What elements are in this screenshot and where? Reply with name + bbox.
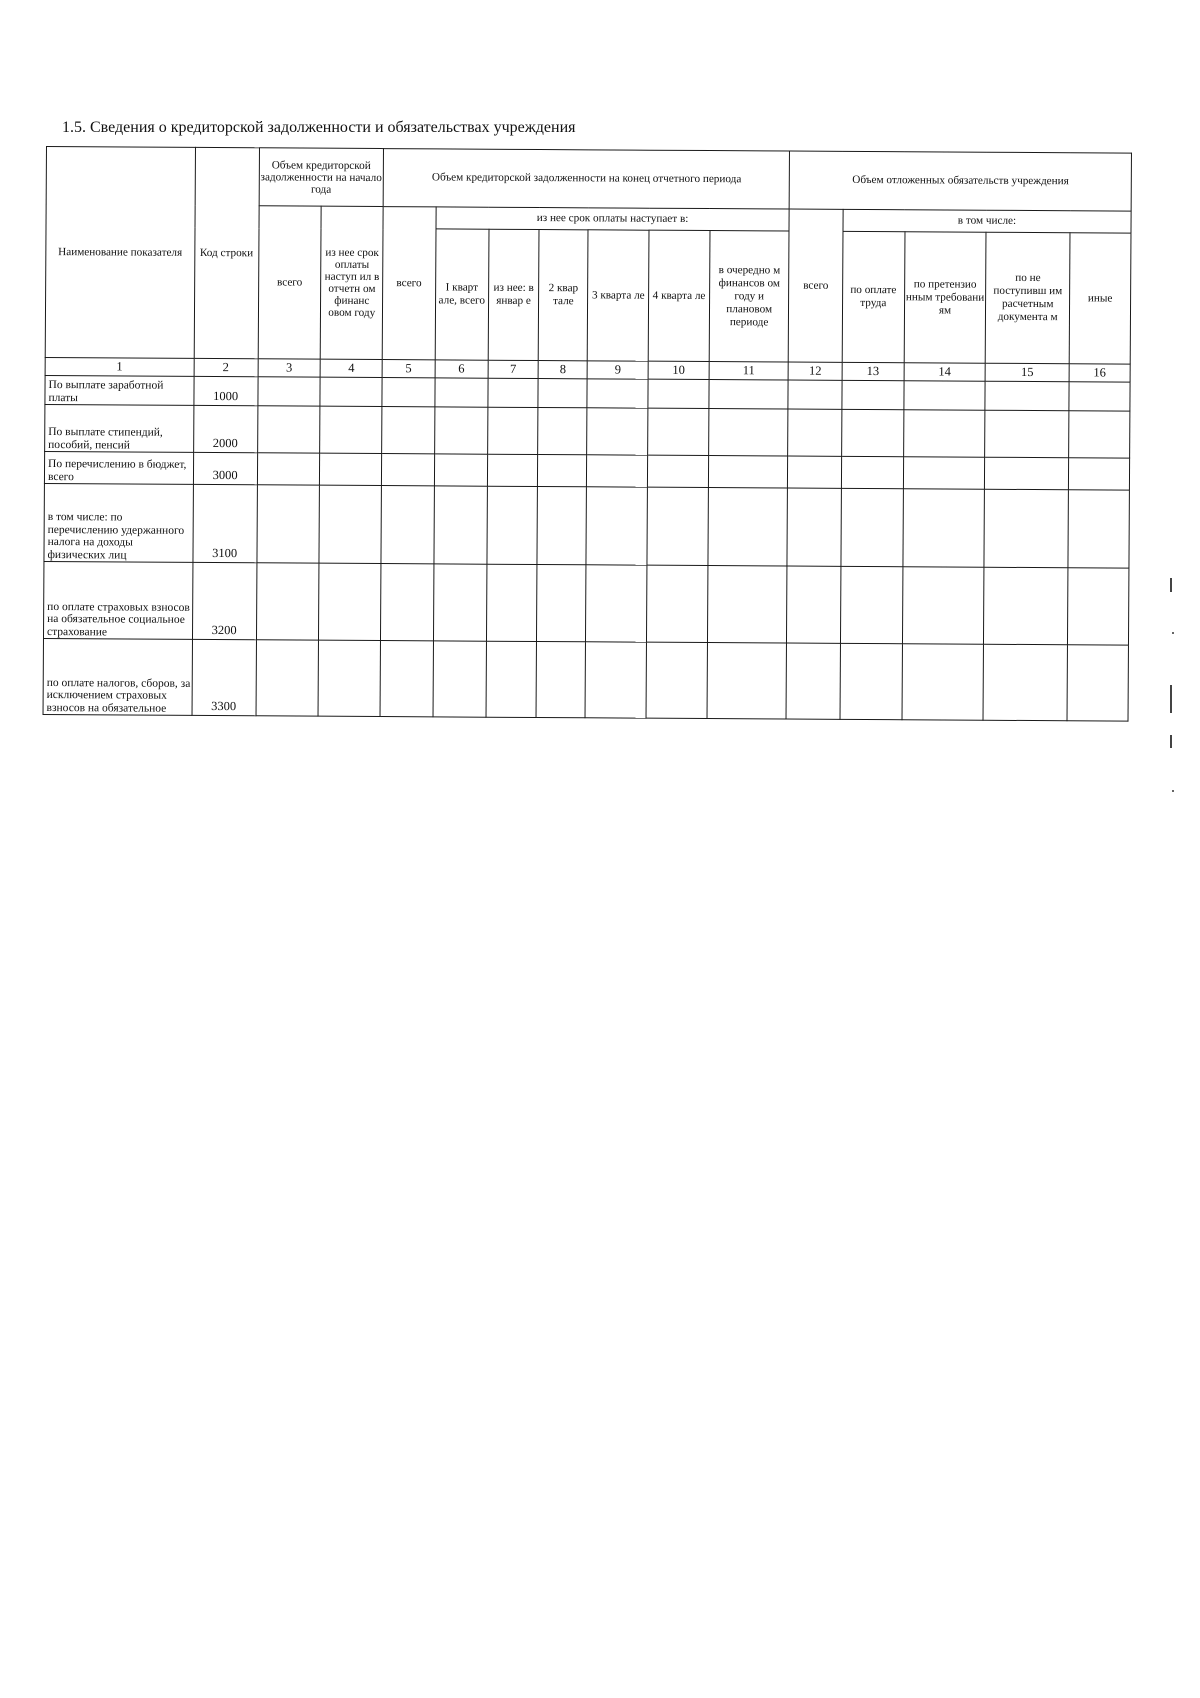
- header-q4: 4 кварта ле: [648, 230, 710, 361]
- column-number: 2: [194, 358, 258, 376]
- header-end-group: Объем кредиторской задолженности на конец отчетного периода: [383, 149, 790, 209]
- header-start-due: из нее срок оплаты наступ ил в отчетн ом финанс овом году: [321, 206, 384, 359]
- table-row: [45, 404, 1130, 458]
- table-row: [43, 638, 1128, 721]
- row-code: 3300: [192, 639, 256, 715]
- header-end-total: всего: [382, 207, 435, 360]
- header-name: Наименование показателя: [45, 147, 195, 359]
- row-name: По перечислению в бюджет, всего: [44, 451, 193, 484]
- column-number: 14: [904, 363, 986, 381]
- scan-mark: [1172, 632, 1174, 634]
- column-number: 16: [1069, 364, 1130, 382]
- header-code: Код строки: [194, 147, 259, 358]
- column-number: 10: [648, 361, 709, 379]
- column-number: 15: [985, 363, 1069, 382]
- column-number: 5: [382, 360, 434, 378]
- row-name: по оплате страховых взносов на обязательное социальное страхование: [43, 561, 192, 639]
- table-row: [43, 561, 1128, 645]
- header-other: иные: [1069, 233, 1131, 364]
- row-code: 3200: [192, 562, 256, 639]
- section-title: 1.5. Сведения о кредиторской задолженности и обязательствах учреждения: [62, 119, 576, 136]
- header-q1: I кварт але, всего: [435, 229, 489, 360]
- header-docs: по не поступивш им расчетным документа м: [986, 232, 1071, 364]
- header-incl: в том числе:: [843, 209, 1131, 233]
- scan-mark: [1170, 578, 1172, 592]
- header-deferred-total: всего: [789, 209, 843, 362]
- row-code: 3100: [193, 484, 257, 562]
- column-number: 1: [45, 357, 194, 376]
- scan-mark: [1172, 790, 1174, 792]
- column-number: 11: [709, 362, 789, 380]
- table-row: [44, 483, 1129, 568]
- header-start-group: Объем кредиторской задолженности на начало года: [259, 148, 384, 207]
- row-code: 3000: [193, 452, 257, 484]
- row-name: По выплате стипендий, пособий, пенсий: [45, 404, 194, 452]
- column-number: 12: [789, 362, 842, 380]
- row-name: По выплате заработной платы: [45, 375, 194, 405]
- row-name: в том числе: по перечислению удержанного налога на доходы физических лиц: [44, 483, 193, 562]
- creditor-debt-table: [43, 146, 1132, 722]
- header-claims: по претензио нным требовани ям: [904, 232, 986, 363]
- scan-mark: [1170, 735, 1172, 748]
- header-labor: по оплате труда: [842, 231, 905, 362]
- row-name: по оплате налогов, сборов, за исключением страховых взносов на обязательное: [43, 638, 192, 715]
- header-start-total: всего: [258, 206, 322, 359]
- row-code: 1000: [194, 376, 258, 405]
- header-next-period: в очередно м финансов ом году и плановом периоде: [709, 231, 789, 362]
- column-number: 13: [842, 362, 904, 380]
- header-q1-jan: из нее: в январ е: [488, 229, 539, 360]
- header-q2: 2 квар тале: [538, 230, 588, 361]
- header-end-due-group: из нее срок оплаты наступает в:: [436, 207, 790, 231]
- header-q3: 3 кварта ле: [588, 230, 650, 361]
- header-deferred-group: Объем отложенных обязательств учреждения: [790, 151, 1132, 211]
- row-code: 2000: [193, 405, 257, 452]
- column-number: 3: [258, 359, 321, 377]
- header-row-1: [46, 147, 1131, 212]
- scan-mark: [1170, 685, 1172, 713]
- column-number: 4: [320, 359, 382, 377]
- column-number: 6: [435, 360, 488, 378]
- column-number: 7: [488, 360, 538, 378]
- creditor-debt-table-wrapper: [43, 146, 1132, 722]
- column-number: 8: [538, 361, 587, 379]
- column-number: 9: [587, 361, 648, 379]
